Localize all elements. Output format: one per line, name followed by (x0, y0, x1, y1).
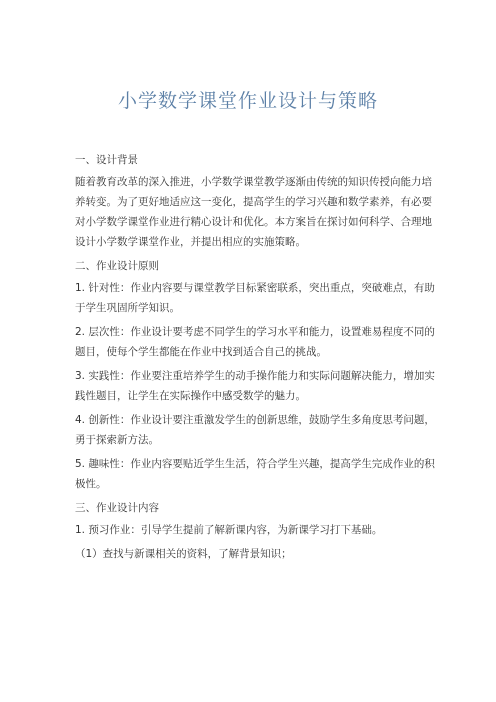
paragraph-line: 5. 趣味性：作业内容要贴近学生生活，符合学生兴趣，提高学生完成作业的积 (75, 458, 435, 470)
paragraph-line: （1）查找与新课相关的资料，了解背景知识； (75, 548, 292, 560)
paragraph-line: 1. 预习作业：引导学生提前了解新课内容，为新课学习打下基础。 (75, 524, 383, 536)
paragraph-line: 题目，使每个学生都能在作业中找到适合自己的挑战。 (75, 346, 327, 358)
principle-item-targeted (75, 278, 435, 318)
paragraph-line: 1. 针对性：作业内容要与课堂教学目标紧密联系，突出重点，突破难点，有助 (75, 282, 435, 294)
background-paragraph (75, 172, 432, 252)
paragraph-line: 随着教育改革的深入推进，小学数学课堂教学逐渐由传统的知识传授向能力培 (75, 176, 432, 188)
paragraph-line: 4. 创新性：作业设计要注重激发学生的创新思维，鼓励学生多角度思考问题， (75, 414, 435, 426)
document-title: 小学数学课堂作业设计与策略 (117, 90, 378, 112)
paragraph-line: 设计小学数学课堂作业，并提出相应的实施策略。 (75, 236, 306, 248)
paragraph-line: 践性题目，让学生在实际操作中感受数学的魅力。 (75, 390, 306, 402)
paragraph-line: 3. 实践性：作业要注重培养学生的动手操作能力和实际问题解决能力，增加实 (75, 370, 435, 382)
section-heading-background: 一、设计背景 (75, 154, 138, 166)
content-item-preview (75, 520, 425, 540)
document-body (75, 150, 435, 568)
principle-item-interesting (75, 454, 435, 494)
principle-item-innovative (75, 410, 435, 450)
principle-item-layered (75, 322, 435, 362)
paragraph-line: 极性。 (75, 478, 107, 490)
paragraph-line: 对小学数学课堂作业进行精心设计和优化。本方案旨在探讨如何科学、合理地 (75, 216, 432, 228)
paragraph-line: 于学生巩固所学知识。 (75, 302, 180, 314)
section-heading-principles: 二、作业设计原则 (75, 260, 159, 272)
paragraph-line: 2. 层次性：作业设计要考虑不同学生的学习水平和能力，设置难易程度不同的 (75, 326, 435, 338)
paragraph-line: 勇于探索新方法。 (75, 434, 159, 446)
principle-item-practical (75, 366, 435, 406)
paragraph-line: 养转变。为了更好地适应这一变化，提高学生的学习兴趣和数学素养，有必要 (75, 196, 432, 208)
section-heading-content: 三、作业设计内容 (75, 502, 159, 514)
content-subitem (75, 544, 425, 564)
